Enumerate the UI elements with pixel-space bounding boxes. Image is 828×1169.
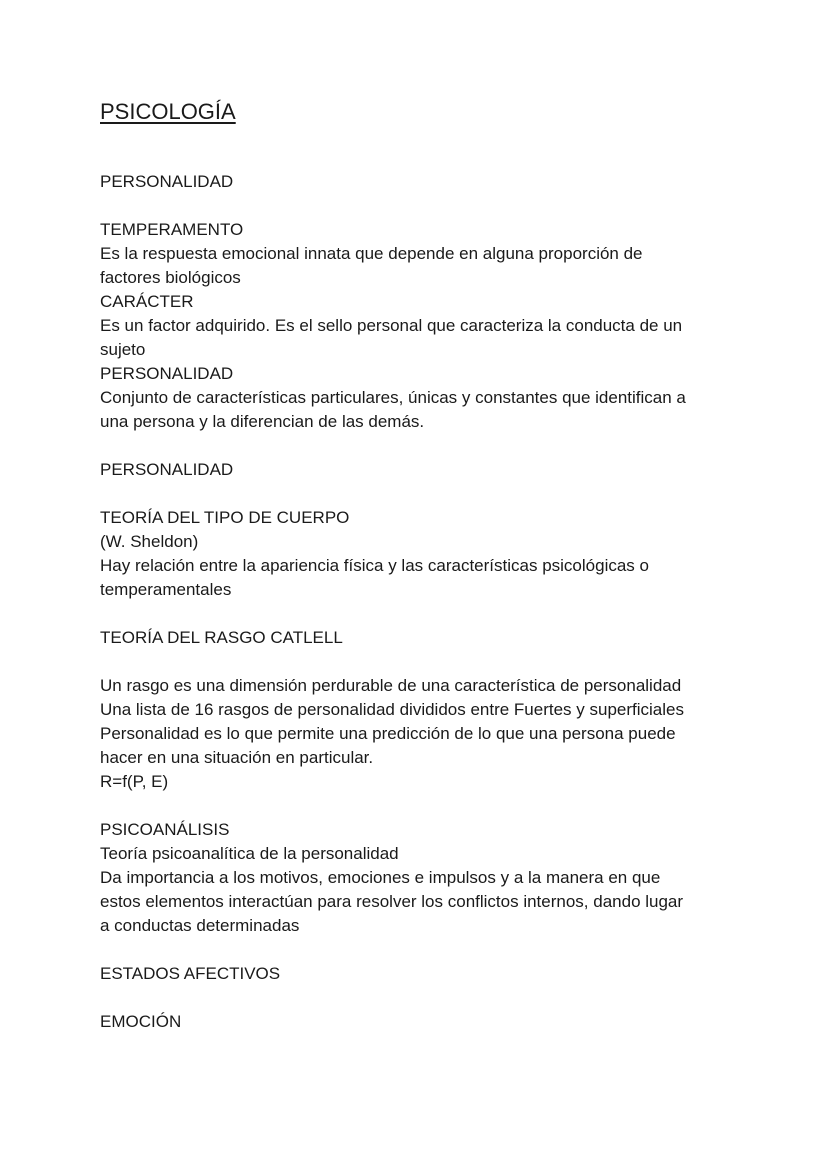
text-line: ESTADOS AFECTIVOS <box>100 964 281 983</box>
text-line: una persona y la diferencian de las demás. <box>100 412 425 431</box>
text-line: R=f(P, E) <box>100 772 169 791</box>
text-line: TEORÍA DEL RASGO CATLELL <box>100 628 343 647</box>
blank-line <box>100 986 740 1010</box>
document-body <box>100 170 740 1034</box>
text-line: temperamentales <box>100 580 232 599</box>
document-title: PSICOLOGÍA <box>100 99 236 124</box>
text-line: PSICOANÁLISIS <box>100 820 230 839</box>
blank-line <box>100 938 740 962</box>
text-line: TEORÍA DEL TIPO DE CUERPO <box>100 508 350 527</box>
text-line: hacer en una situación en particular. <box>100 748 374 767</box>
text-line: Es un factor adquirido. Es el sello personal que caracteriza la conducta de un <box>100 316 683 335</box>
text-line: TEMPERAMENTO <box>100 220 244 239</box>
text-line: PERSONALIDAD <box>100 460 234 479</box>
text-line: Es la respuesta emocional innata que depende en alguna proporción de <box>100 244 643 263</box>
text-line: Hay relación entre la apariencia física y las características psicológicas o <box>100 556 649 575</box>
text-line: (W. Sheldon) <box>100 532 199 551</box>
text-line: PERSONALIDAD <box>100 172 234 191</box>
blank-line <box>100 482 740 506</box>
blank-line <box>100 602 740 626</box>
text-line: factores biológicos <box>100 268 241 287</box>
text-line: Da importancia a los motivos, emociones e impulsos y a la manera en que <box>100 868 661 887</box>
text-line: Una lista de 16 rasgos de personalidad divididos entre Fuertes y superficiales <box>100 700 684 719</box>
blank-line <box>100 794 740 818</box>
text-line: CARÁCTER <box>100 292 194 311</box>
text-line: sujeto <box>100 340 146 359</box>
text-line: Personalidad es lo que permite una predicción de lo que una persona puede <box>100 724 676 743</box>
text-line: EMOCIÓN <box>100 1012 182 1031</box>
text-line: Teoría psicoanalítica de la personalidad <box>100 844 399 863</box>
blank-line <box>100 434 740 458</box>
text-line: a conductas determinadas <box>100 916 300 935</box>
blank-line <box>100 194 740 218</box>
text-line: Un rasgo es una dimensión perdurable de una característica de personalidad <box>100 676 682 695</box>
text-line: Conjunto de características particulares, únicas y constantes que identifican a <box>100 388 686 407</box>
blank-line <box>100 650 740 674</box>
text-line: estos elementos interactúan para resolver los conflictos internos, dando lugar <box>100 892 684 911</box>
document-page <box>100 98 740 1034</box>
text-line: PERSONALIDAD <box>100 364 234 383</box>
